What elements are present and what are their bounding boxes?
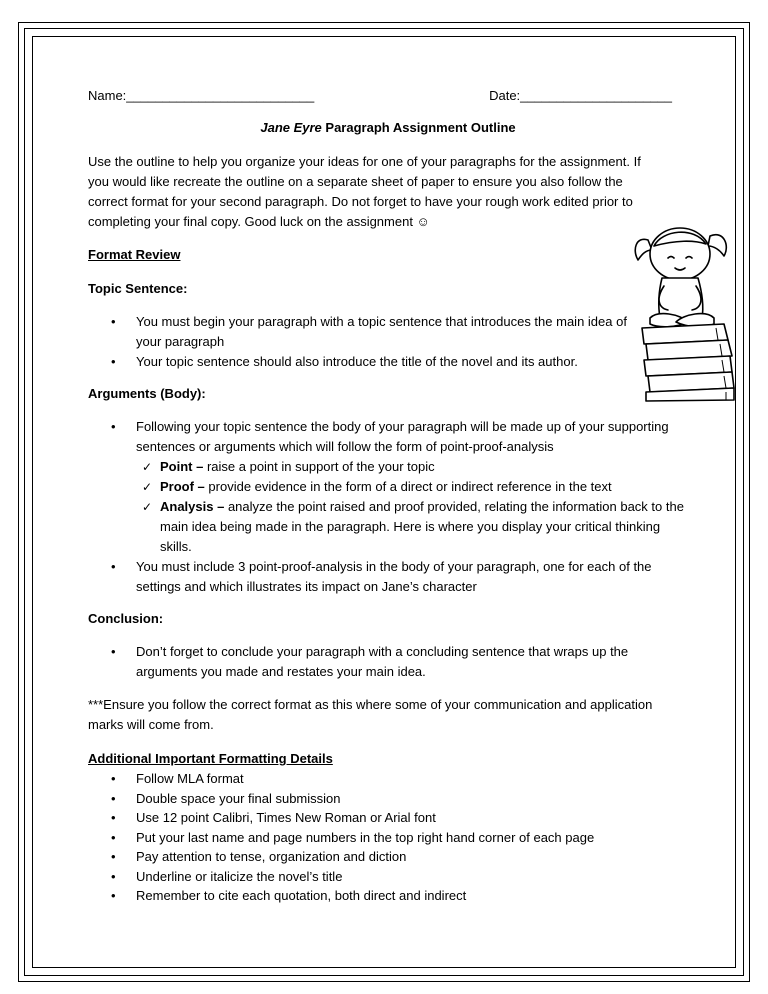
list-item: • Double space your final submission xyxy=(88,789,688,809)
header-row xyxy=(88,86,688,106)
list-item: • Follow MLA format xyxy=(88,769,688,789)
name-field-label: Name:__________________________ xyxy=(88,88,315,103)
checklist-text: analyze the point raised and proof provided, relating the information back to the main idea being made in the paragraph. Here is where you display your critical thinking skills. xyxy=(160,499,684,554)
topic-sentence-heading: Topic Sentence: xyxy=(88,281,188,296)
point-proof-analysis-checklist xyxy=(136,457,688,557)
additional-details-list xyxy=(88,769,688,906)
date-field-label: Date:_____________________ xyxy=(489,88,672,103)
list-item: • Pay attention to tense, organization and diction xyxy=(88,847,688,867)
list-item xyxy=(88,417,688,557)
checklist-item-analysis xyxy=(136,497,688,557)
title-rest: Paragraph Assignment Outline xyxy=(321,120,516,135)
checklist-item-proof xyxy=(136,477,688,497)
list-item: • Your topic sentence should also introduce the title of the novel and its author. xyxy=(88,352,628,372)
topic-sentence-list xyxy=(88,312,628,372)
arguments-heading: Arguments (Body): xyxy=(88,386,206,401)
conclusion-list xyxy=(88,642,688,682)
list-item: • Remember to cite each quotation, both direct and indirect xyxy=(88,886,688,906)
format-review-heading: Format Review xyxy=(88,247,181,262)
intro-paragraph: Use the outline to help you organize your ideas for one of your paragraphs for the assignment. If you would like recreate the outline on a separate sheet of paper to ensure you also follow the correct format for your second paragraph. Do not forget to have your rough work edited prior to completing your final copy. Good luck on the assignment ☺ xyxy=(88,154,641,229)
additional-details-heading: Additional Important Formatting Details xyxy=(88,751,333,766)
ensure-format-note: ***Ensure you follow the correct format as this where some of your communication and application marks will come from. xyxy=(88,697,653,732)
list-item: • Underline or italicize the novel’s title xyxy=(88,867,688,887)
arguments-list xyxy=(88,417,688,597)
title-novel-name: Jane Eyre xyxy=(260,120,322,135)
arguments-intro-text: Following your topic sentence the body of your paragraph will be made up of your supporting sentences or arguments which will follow the form of point-proof-analysis xyxy=(136,419,669,454)
checklist-term: Point – xyxy=(160,459,204,474)
list-item: • You must include 3 point-proof-analysis in the body of your paragraph, one for each of the settings and which illustrates its impact on Jane’s character xyxy=(88,557,688,597)
checklist-item-point xyxy=(136,457,688,477)
conclusion-heading: Conclusion: xyxy=(88,611,164,626)
checklist-text: raise a point in support of the your topic xyxy=(203,459,435,474)
girl-reading-on-books-icon xyxy=(628,210,738,402)
list-item: • Put your last name and page numbers in the top right hand corner of each page xyxy=(88,828,688,848)
checklist-term: Analysis – xyxy=(160,499,225,514)
list-item: • You must begin your paragraph with a topic sentence that introduces the main idea of your paragraph xyxy=(88,312,628,352)
document-body xyxy=(88,86,688,906)
checklist-term: Proof – xyxy=(160,479,205,494)
checklist-text: provide evidence in the form of a direct or indirect reference in the text xyxy=(204,479,612,494)
list-item: • Use 12 point Calibri, Times New Roman or Arial font xyxy=(88,808,688,828)
list-item: • Don’t forget to conclude your paragraph with a concluding sentence that wraps up the arguments you made and restates your main idea. xyxy=(88,642,688,682)
page-title xyxy=(88,118,688,138)
